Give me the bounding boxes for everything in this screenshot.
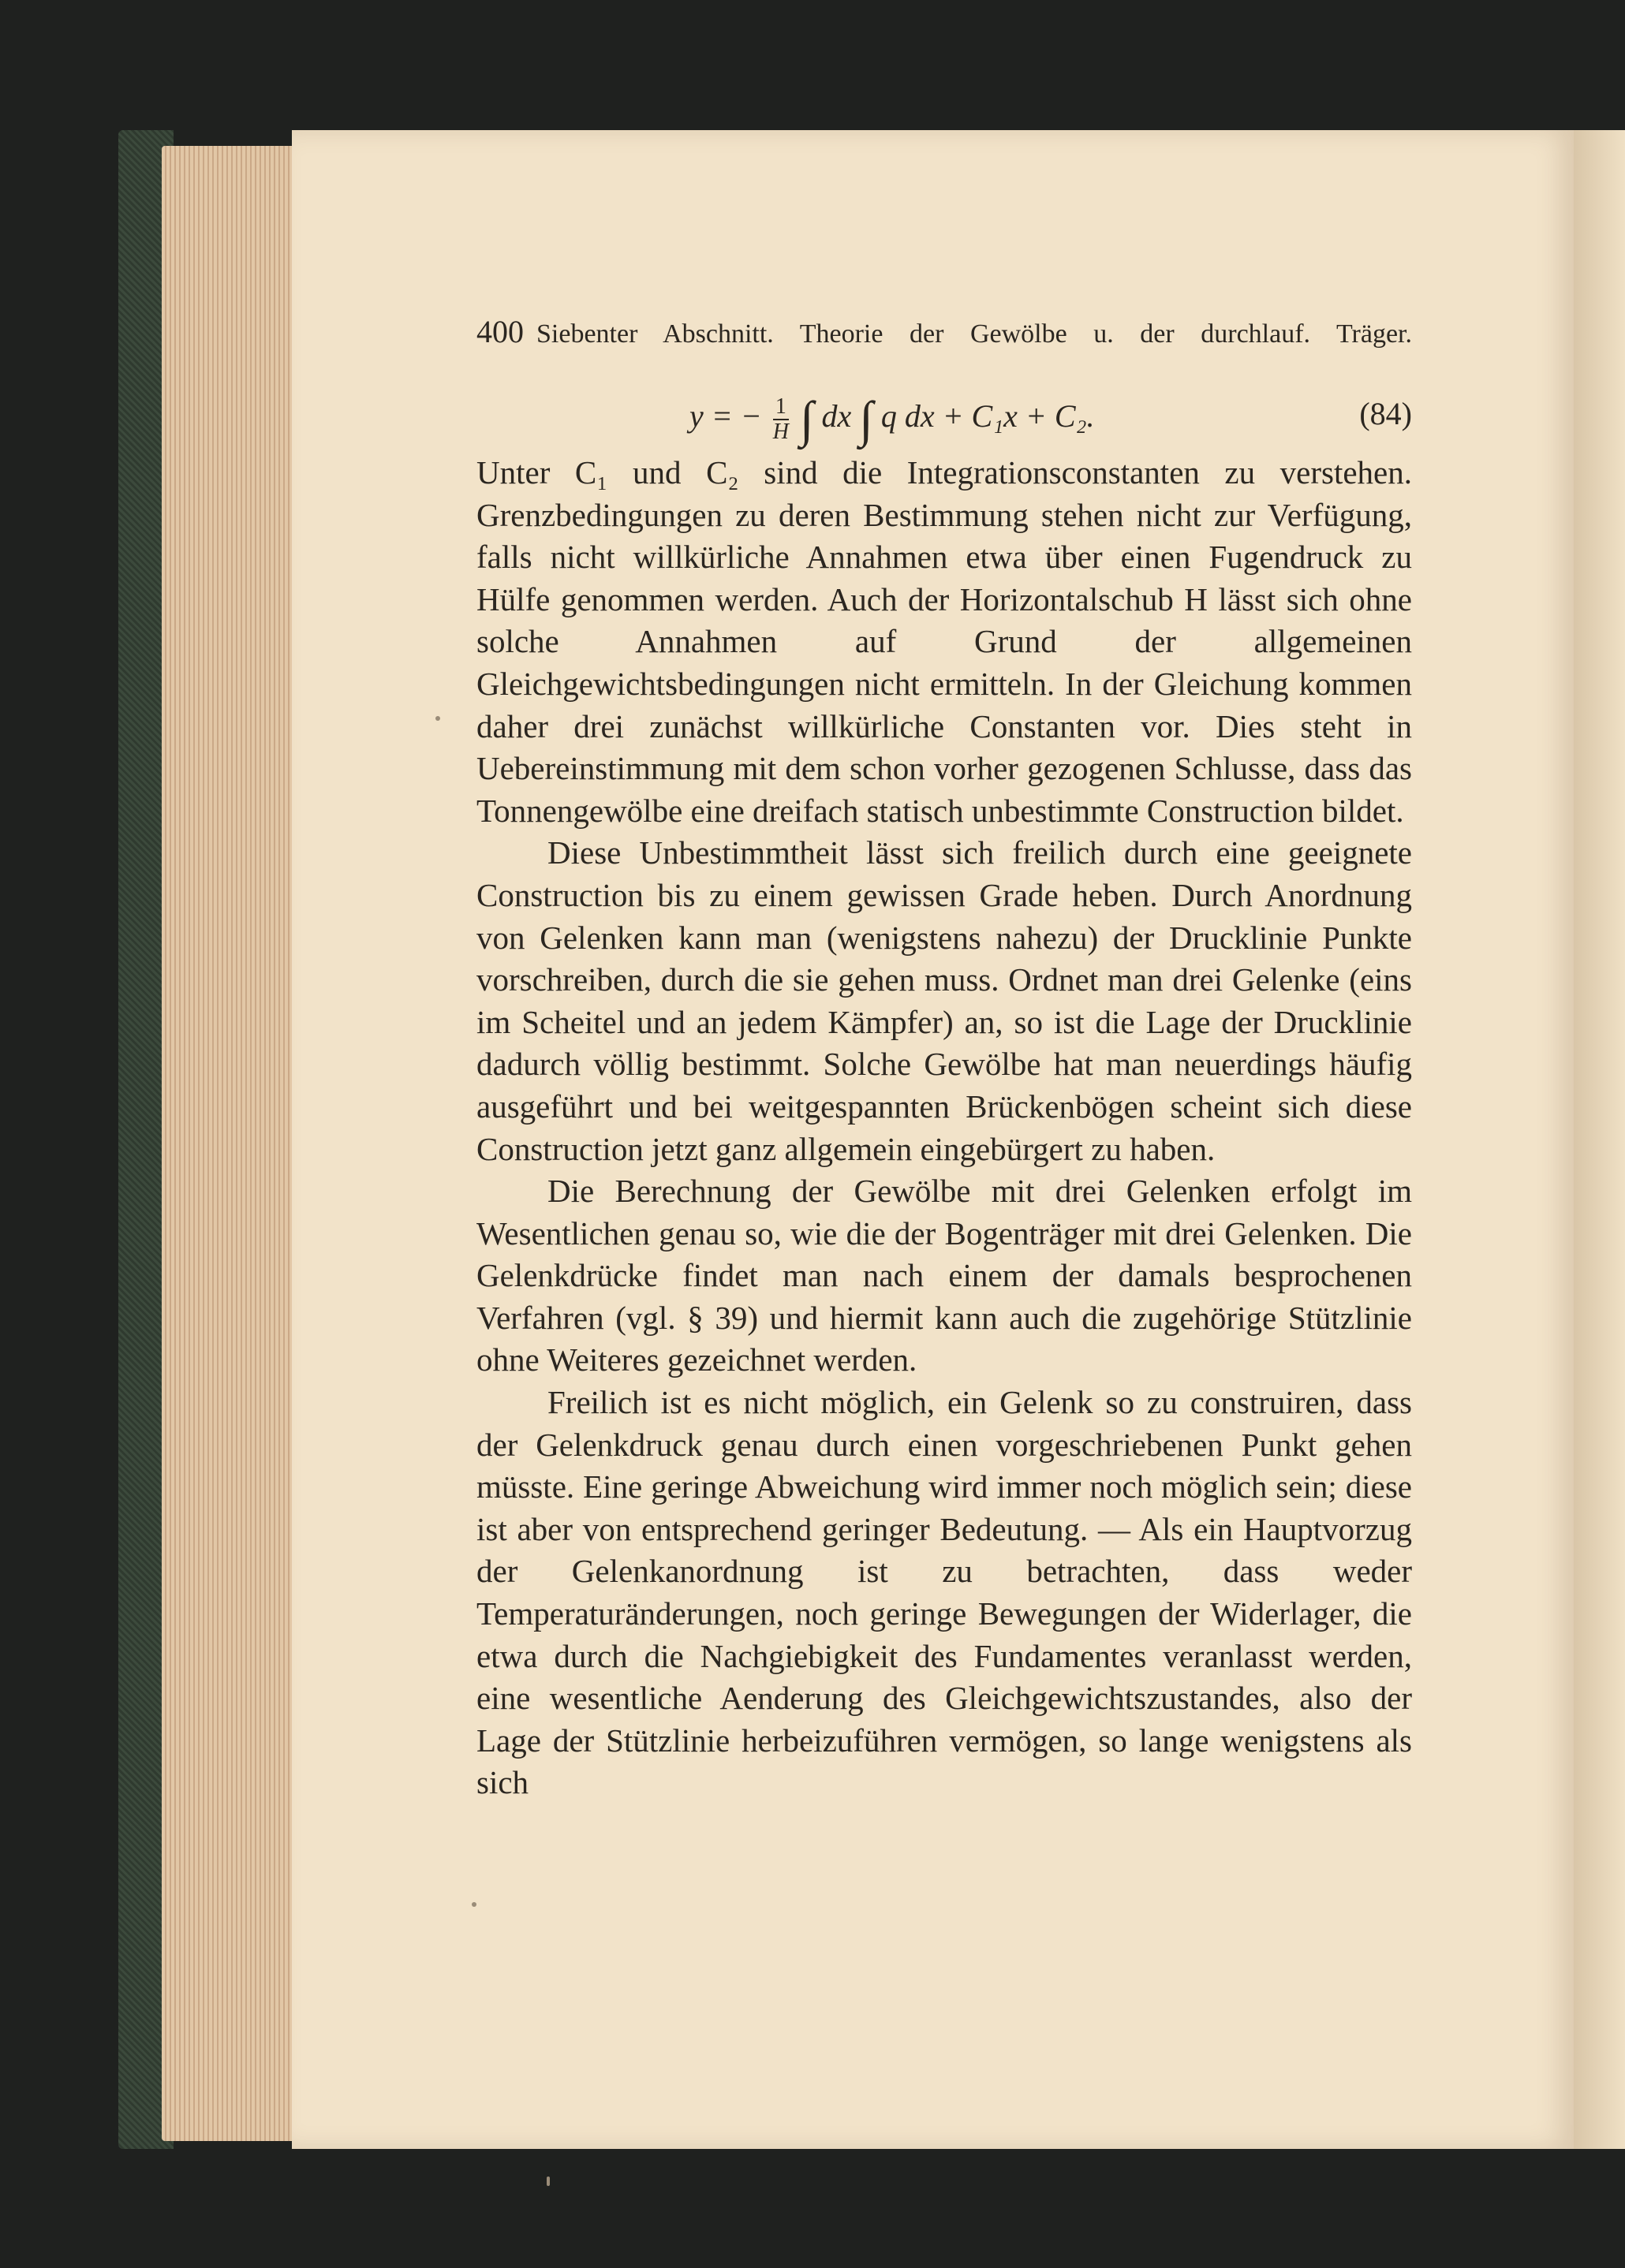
paper-speck <box>472 1902 476 1907</box>
equation-84 <box>476 360 1412 452</box>
running-head <box>476 314 1412 353</box>
equation-term-2: q dx + C₁x + C₂. <box>880 398 1095 435</box>
equation-term-1: dx <box>821 398 852 435</box>
integral-sign: ∫ <box>859 391 873 447</box>
adjacent-page-edge <box>1574 130 1625 2149</box>
paper-speck <box>435 716 440 721</box>
page-number: 400 <box>476 314 524 349</box>
equation-fraction <box>773 395 789 444</box>
fraction-numerator: 1 <box>773 395 789 420</box>
paragraph: Die Berechnung der Gewölbe mit drei Gelenken erfolgt im Wesentlichen genau so, wie die der Bogenträger mit drei Gelenken. Die Gelenkdrücke findet man nach einem der damals besprochenen Verfahren (vgl. § 39) und hiermit kann auch die zugehörige Stützlinie ohne Weiteres gezeichnet werden. <box>476 1173 1412 1378</box>
running-title: Siebenter Abschnitt. Theorie der Gewölbe u. der durchlauf. Träger. <box>536 319 1412 349</box>
paragraph: Freilich ist es nicht möglich, ein Gelenk so zu construiren, dass der Gelenkdruck genau durch einen vorgeschriebenen Punkt gehen müsste. Eine geringe Abweichung wird immer noch möglich sein; diese ist aber von entsprechend geringer Bedeutung. — Als ein Hauptvorzug der Gelenkanordnung ist zu betrachten, dass weder Temperaturänderungen, noch geringe Bewegungen der Widerlager, die etwa durch die Nachgiebigkeit des Fundamentes veranlasst werden, eine wesentliche Aenderung des Gleichgewichtszustandes, also der Lage der Stützlinie herbeizuführen vermögen, so lange wenigstens als sich <box>476 1384 1412 1801</box>
equation-lhs: y = − <box>689 398 762 435</box>
integral-sign: ∫ <box>799 391 814 447</box>
paragraph: Unter C₁ und C₂ sind die Integrationsconstanten zu verstehen. Grenzbedingungen zu deren Bestimmung stehen nicht zur Verfügung, falls nicht willkürliche Annahmen etwa über einen Fugendruck zu Hülfe genommen werden. Auch der Horizontalschub H lässt sich ohne solche Annahmen auf Grund der allgemeinen Gleichgewichtsbedingungen nicht ermitteln. In der Gleichung kommen daher drei zunächst willkürliche Constanten vor. Dies steht in Uebereinstimmung mit dem schon vorher gezogenen Schlusse, dass das Tonnengewölbe eine dreifach statisch unbestimmte Construction bildet. <box>476 454 1412 829</box>
equation-body <box>689 390 1094 449</box>
page-text <box>476 314 1412 1804</box>
fraction-denominator: H <box>772 420 789 444</box>
page-edges <box>162 146 296 2141</box>
equation-number: (84) <box>1359 396 1412 431</box>
paragraph: Diese Unbestimmtheit lässt sich freilich durch eine geeignete Construction bis zu einem gewissen Grade heben. Durch Anordnung von Gelenken kann man (wenigstens nahezu) der Drucklinie Punkte vorschreiben, durch die sie gehen muss. Ordnet man drei Gelenke (eins im Scheitel und an jedem Kämpfer) an, so ist die Lage der Drucklinie dadurch völlig bestimmt. Solche Gewölbe hat man neuerdings häufig ausgeführt und bei weitgespannten Brückenbögen scheint sich diese Construction jetzt ganz allgemein eingebürgert zu haben. <box>476 834 1412 1167</box>
paper-speck <box>547 2177 550 2186</box>
